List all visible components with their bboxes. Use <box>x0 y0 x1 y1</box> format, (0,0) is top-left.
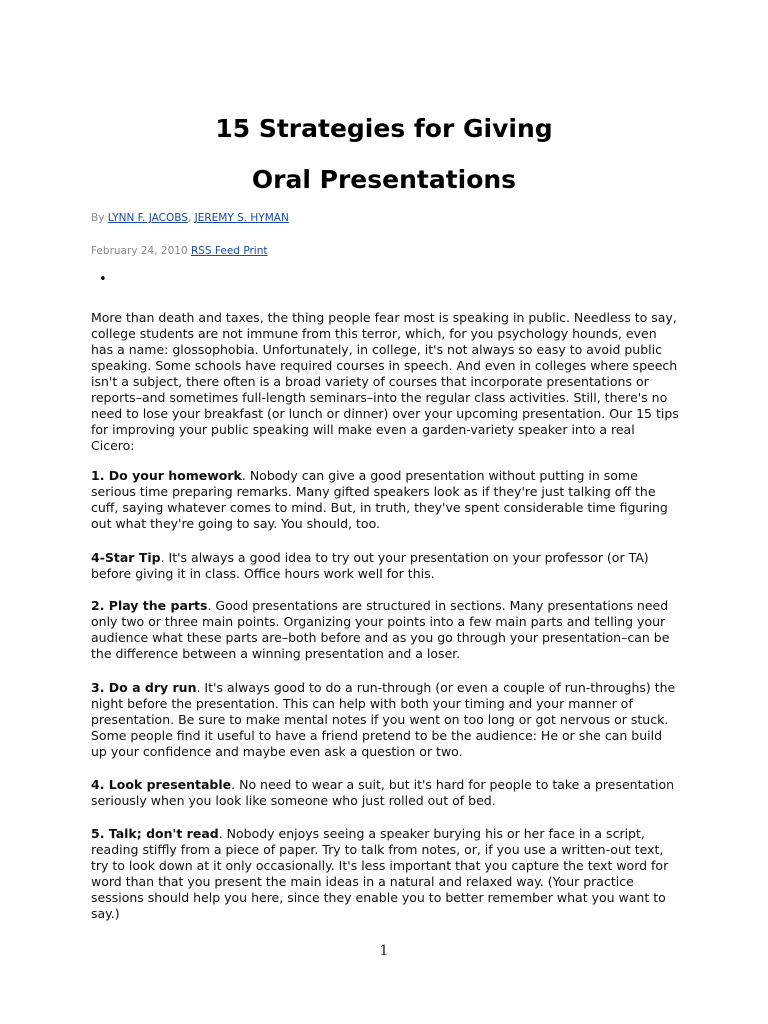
tip-text: . It's always a good idea to try out your presentation on your professor (or TA) before giving it in class. Office hours work well for this. <box>91 550 649 581</box>
tip-heading: 3. Do a dry run <box>91 680 197 695</box>
list-bullet: • <box>99 272 107 287</box>
tip-paragraph-play-the-parts <box>91 598 681 662</box>
tip-heading: 1. Do your homework <box>91 468 242 483</box>
tip-heading: 5. Talk; don't read <box>91 826 219 841</box>
tip-text: . Nobody enjoys seeing a speaker burying his or her face in a script, reading stiffly from a piece of paper. Try to talk from notes, or, if you use a written-out text, try to look down at it only occasionally. It's less important that you capture the text word for word than that you present the main ideas in a natural and relaxed way. (Your practice sessions should help you here, since they enable you to better remember what you want to say.) <box>91 826 669 921</box>
article-title-line-1: 15 Strategies for Giving <box>215 114 553 143</box>
tip-text: . It's always good to do a run-through (or even a couple of run-throughs) the night before the presentation. This can help with both your timing and your manner of presentation. Be sure to make mental notes if you went on too long or got nervous or stuck. Some people find it useful to have a friend pretend to be the audience: He or she can build up your confidence and maybe even ask a question or two. <box>91 680 676 759</box>
tip-heading: 2. Play the parts <box>91 598 208 613</box>
byline-prefix: By <box>91 212 108 224</box>
tip-text: . Good presentations are structured in sections. Many presentations need only two or three main points. Organizing your points into a few main parts and telling your audience what these parts are–both before and as you go through your presentation–can be the difference between a winning presentation and a loser. <box>91 598 670 661</box>
tip-text: . Nobody can give a good presentation without putting in some serious time preparing remarks. Many gifted speakers look as if they're just talking off the cuff, saying whatever comes to mind. But, in truth, they've spent considerable time figuring out what they're going to say. You should, too. <box>91 468 668 531</box>
byline-separator: , <box>187 212 195 224</box>
author-link-lynn-jacobs[interactable]: LYNN F. JACOBS <box>107 212 188 224</box>
page-number: 1 <box>379 943 389 959</box>
dateline <box>91 245 267 257</box>
tip-paragraph-homework <box>91 468 681 532</box>
rss-feed-print-link[interactable]: RSS Feed Print <box>190 245 268 257</box>
byline <box>91 212 289 224</box>
tip-heading: 4. Look presentable <box>91 777 232 792</box>
author-link-jeremy-hyman[interactable]: JEREMY S. HYMAN <box>194 212 289 224</box>
tip-text: . No need to wear a suit, but it's hard for people to take a presentation seriously when you look like someone who just rolled out of bed. <box>91 777 675 808</box>
publish-date: February 24, 2010 <box>91 245 191 257</box>
intro-paragraph: More than death and taxes, the thing people fear most is speaking in public. Needless to say, college students are not immune from this terror, which, for you psychology hounds, even has a name: glossophobia. Unfortunately, in college, it's not always so easy to avoid public speaking. Some schools have required courses in speech. And even in colleges where speech isn't a subject, there often is a broad variety of courses that incorporate presentations or reports–and sometimes full-length seminars–into the regular class activities. Still, there's no need to lose your breakfast (or lunch or dinner) over your upcoming presentation. Our 15 tips for improving your public speaking will make even a garden-variety speaker into a real Cicero: <box>91 310 679 453</box>
tip-paragraph-4-star <box>91 550 681 582</box>
tip-heading: 4-Star Tip <box>91 550 161 565</box>
tip-paragraph-look-presentable <box>91 777 681 809</box>
tip-paragraph-dry-run <box>91 680 681 760</box>
tip-paragraph-talk-dont-read <box>91 826 681 922</box>
article-title-line-2: Oral Presentations <box>251 165 517 194</box>
